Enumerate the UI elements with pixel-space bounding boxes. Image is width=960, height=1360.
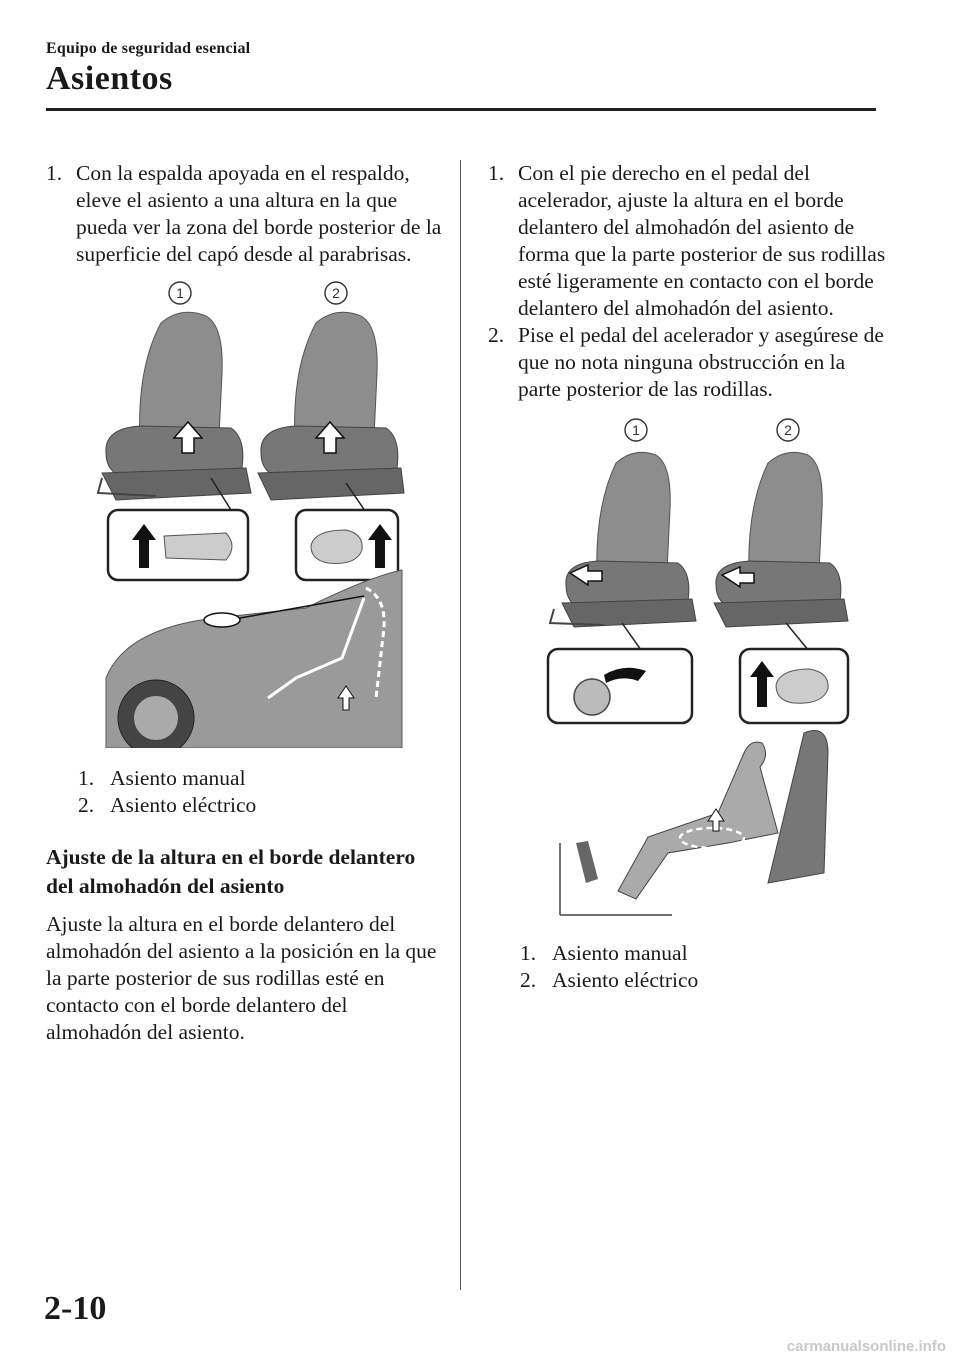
legend-item [520, 967, 888, 994]
step-text: Pise el pedal del acelerador y asegúrese de que no nota ninguna obstrucción en la parte posterior de las rodillas. [518, 323, 884, 401]
manual-lever-detail [108, 510, 248, 580]
driver-seated-drawing [560, 731, 828, 916]
knee-contact-illustration [488, 413, 888, 923]
manual-knob-detail [548, 649, 692, 723]
legend-text: Asiento eléctrico [110, 793, 257, 817]
left-step-1 [46, 160, 446, 268]
callout-1 [169, 282, 191, 304]
power-seat-drawing [714, 452, 848, 627]
callout-2 [777, 419, 799, 441]
right-step-2 [488, 322, 888, 403]
page-number: 2-10 [44, 1290, 107, 1327]
manual-seat-drawing [98, 312, 251, 500]
legend-text: Asiento manual [552, 941, 688, 965]
seat-height-illustration [46, 278, 446, 748]
callout-1-label: 1 [632, 422, 640, 438]
right-steps [488, 160, 888, 403]
seat-height-figure [46, 278, 446, 755]
power-switch-detail [740, 649, 848, 723]
page-title: Asientos [46, 60, 173, 97]
callout-2-label: 2 [332, 285, 340, 301]
left-legend [78, 765, 446, 819]
step-number: 1. [46, 161, 63, 185]
knee-contact-figure [488, 413, 888, 930]
step-text: Con el pie derecho en el pedal del acelerador, ajuste la altura en el borde delantero del almohadón del asiento de forma que la parte posterior de sus rodillas esté ligeramente en contacto con el borde delantero del almohadón del asiento. [518, 161, 886, 320]
right-column [488, 160, 888, 994]
right-legend [520, 940, 888, 994]
power-seat-drawing [258, 312, 404, 500]
header-rule [46, 108, 876, 111]
legend-number: 2. [520, 968, 537, 992]
callout-1 [625, 419, 647, 441]
legend-number: 1. [78, 766, 95, 790]
legend-text: Asiento eléctrico [552, 968, 699, 992]
legend-item [520, 940, 888, 967]
watermark: carmanualsonline.info [786, 1338, 946, 1355]
step-number: 2. [488, 323, 505, 347]
legend-number: 2. [78, 793, 95, 817]
section-label: Equipo de seguridad esencial [46, 40, 251, 57]
right-step-1 [488, 160, 888, 322]
body-paragraph: Ajuste la altura en el borde delantero del almohadón del asiento a la posición en la que la parte posterior de sus rodillas esté en contacto con el borde delantero del almohadón del asiento. [46, 912, 437, 1044]
power-switch-detail [296, 510, 398, 580]
left-column [46, 160, 446, 1046]
subheading: Ajuste de la altura en el borde delantero del almohadón del asiento [46, 845, 416, 898]
step-text: Con la espalda apoyada en el respaldo, eleve el asiento a una altura en la que pueda ver la zona del borde posterior de la superficie del capó desde al parabrisas. [76, 161, 442, 266]
manual-seat-drawing [550, 452, 696, 627]
step-number: 1. [488, 161, 505, 185]
left-steps [46, 160, 446, 268]
legend-text: Asiento manual [110, 766, 246, 790]
callout-2 [325, 282, 347, 304]
column-divider [460, 160, 461, 1290]
legend-item [78, 792, 446, 819]
car-view-drawing [106, 570, 402, 748]
callout-1-label: 1 [176, 285, 184, 301]
legend-item [78, 765, 446, 792]
legend-number: 1. [520, 941, 537, 965]
callout-2-label: 2 [784, 422, 792, 438]
